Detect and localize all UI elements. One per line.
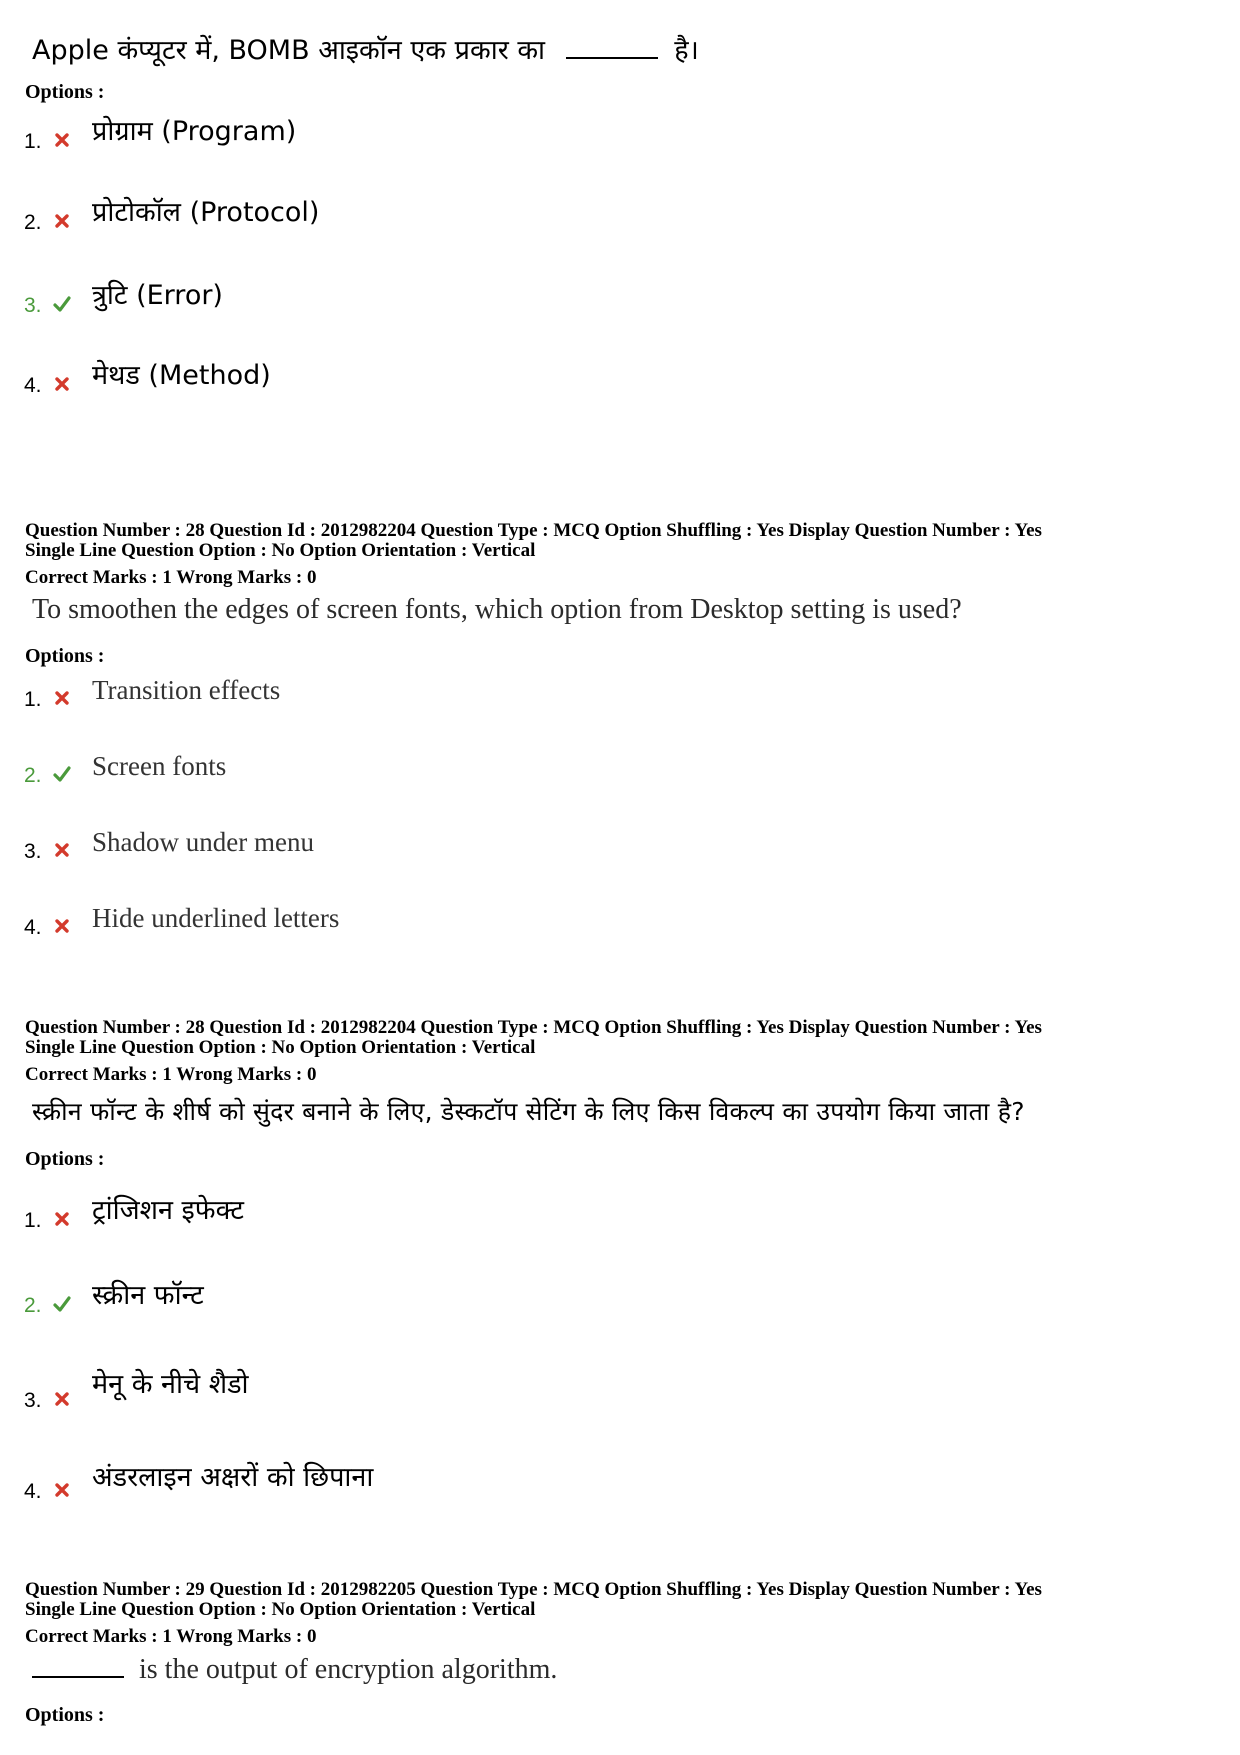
option-item — [24, 112, 1124, 152]
question-text-part-2: है। — [674, 35, 699, 66]
question-text-part: is the output of encryption algorithm. — [139, 1654, 558, 1685]
option-item — [24, 1462, 1124, 1502]
option-text: Transition effects — [92, 675, 281, 705]
option-number: 2. — [24, 1294, 42, 1317]
option-item — [24, 276, 1124, 316]
question-text — [32, 30, 699, 67]
option-text: प्रोटोकॉल (Protocol) — [92, 197, 320, 228]
wrong-cross-icon — [53, 1210, 71, 1228]
option-item — [24, 746, 1124, 786]
option-item — [24, 193, 1124, 233]
option-text: Shadow under menu — [92, 827, 314, 857]
wrong-cross-icon — [53, 375, 71, 393]
question-meta-line: Question Number : 28 Question Id : 2012982204 Question Type : MCQ Option Shuffling : Yes Display Question Number : Yes — [25, 1017, 1042, 1038]
marks-line: Correct Marks : 1 Wrong Marks : 0 — [25, 1064, 317, 1085]
option-number: 4. — [24, 374, 42, 397]
question-text-part-1: Apple कंप्यूटर में, BOMB आइकॉन एक प्रकार का — [32, 35, 546, 66]
option-item — [24, 1191, 1124, 1231]
marks-line: Correct Marks : 1 Wrong Marks : 0 — [25, 567, 317, 588]
marks-line: Correct Marks : 1 Wrong Marks : 0 — [25, 1626, 317, 1647]
question-meta-line: Single Line Question Option : No Option Orientation : Vertical — [25, 540, 536, 561]
option-text: Hide underlined letters — [92, 903, 340, 933]
option-number: 3. — [24, 840, 42, 863]
option-text: मेथड (Method) — [92, 360, 271, 391]
correct-check-icon — [53, 295, 71, 313]
wrong-cross-icon — [53, 131, 71, 149]
wrong-cross-icon — [53, 1481, 71, 1499]
option-text: मेनू के नीचे शैडो — [92, 1369, 249, 1400]
question-meta-line: Question Number : 29 Question Id : 2012982205 Question Type : MCQ Option Shuffling : Yes Display Question Number : Yes — [25, 1579, 1042, 1600]
option-item — [24, 356, 1124, 396]
options-label: Options : — [25, 1704, 105, 1726]
option-number: 3. — [24, 1389, 42, 1412]
option-text: Screen fonts — [92, 751, 227, 781]
option-number: 1. — [24, 1209, 42, 1232]
answer-blank — [32, 1676, 124, 1678]
option-item — [24, 670, 1124, 710]
options-label: Options : — [25, 645, 105, 667]
answer-blank — [566, 57, 658, 59]
question-meta-line: Single Line Question Option : No Option Orientation : Vertical — [25, 1037, 536, 1058]
option-item — [24, 898, 1124, 938]
wrong-cross-icon — [53, 212, 71, 230]
option-number: 4. — [24, 1480, 42, 1503]
option-item — [24, 1371, 1124, 1411]
question-text: स्क्रीन फॉन्ट के शीर्ष को सुंदर बनाने के लिए, डेस्कटॉप सेटिंग के लिए किस विकल्प का उपयोग किया जाता है? — [32, 1097, 1025, 1126]
options-label: Options : — [25, 1148, 105, 1170]
option-number: 1. — [24, 130, 42, 153]
option-text: त्रुटि (Error) — [92, 280, 223, 311]
question-text — [32, 1654, 557, 1686]
wrong-cross-icon — [53, 917, 71, 935]
question-meta-line: Single Line Question Option : No Option Orientation : Vertical — [25, 1599, 536, 1620]
option-number: 2. — [24, 764, 42, 787]
option-item — [24, 822, 1124, 862]
option-number: 1. — [24, 688, 42, 711]
options-label: Options : — [25, 81, 105, 103]
question-text: To smoothen the edges of screen fonts, which option from Desktop setting is used? — [32, 594, 962, 625]
wrong-cross-icon — [53, 689, 71, 707]
option-text: अंडरलाइन अक्षरों को छिपाना — [92, 1462, 374, 1493]
option-number: 2. — [24, 211, 42, 234]
wrong-cross-icon — [53, 1390, 71, 1408]
wrong-cross-icon — [53, 841, 71, 859]
correct-check-icon — [53, 1295, 71, 1313]
option-text: स्क्रीन फॉन्ट — [92, 1280, 204, 1311]
option-number: 3. — [24, 294, 42, 317]
question-meta-line: Question Number : 28 Question Id : 2012982204 Question Type : MCQ Option Shuffling : Yes Display Question Number : Yes — [25, 520, 1042, 541]
option-item — [24, 1276, 1124, 1316]
option-text: प्रोग्राम (Program) — [92, 116, 297, 147]
option-number: 4. — [24, 916, 42, 939]
correct-check-icon — [53, 765, 71, 783]
option-text: ट्रांजिशन इफेक्ट — [92, 1195, 244, 1226]
